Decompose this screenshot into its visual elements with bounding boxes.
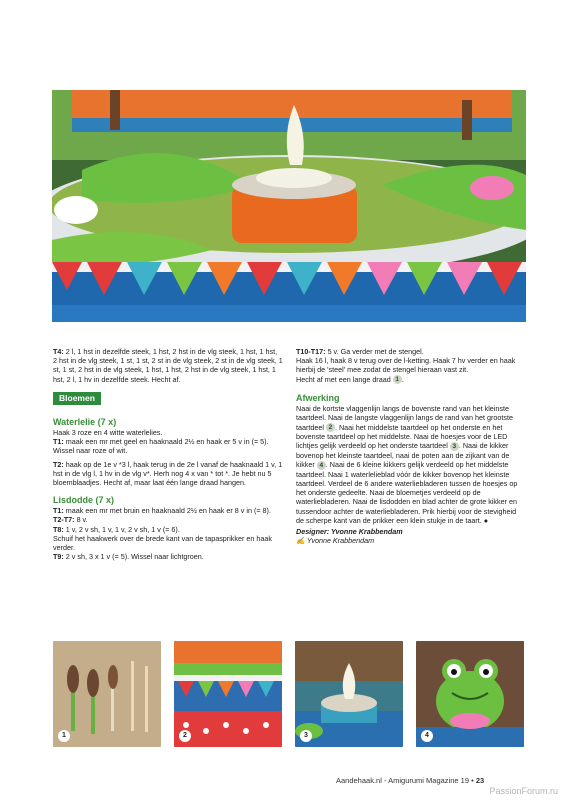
t10-t17-instruction [296, 347, 518, 356]
afw-part1: Naai de kortste vlaggenlijn langs de bovenste rand van het kleinste taartdeel. Naai de langste vlaggenlijn langs de rand van het grootste taartdeel [296, 404, 513, 432]
ld-t1-label: T1: [53, 506, 64, 516]
page-number: 23 [475, 776, 485, 785]
page-footer [336, 776, 484, 785]
wl-t1-text: maak een mr met geel en haaknaald 2½ en haak er 5 v in (= 5). Wissel naar roze of wit. [53, 437, 269, 456]
ld-t9-label: T9: [53, 552, 64, 562]
thumbnail-number: 2 [179, 730, 191, 742]
waterlelie-intro: Haak 3 roze en 4 witte waterlelies. [53, 428, 163, 438]
lisdodde-t9 [53, 552, 283, 561]
photo-ref-badge: 3 [450, 442, 459, 451]
lisdodde-t8 [53, 525, 283, 534]
t4-instruction [53, 347, 283, 384]
led-holder-photo [295, 641, 403, 747]
frog-photo [416, 641, 524, 747]
afw-part3: Naai de kikker bovenop het kleinste taartdeel, naai de poten aan de zijkant van de kikker [296, 441, 510, 470]
wl-t1-label: T1: [53, 437, 64, 447]
ld-t9-text: 2 v sh, 3 x 1 v (= 5). Wissel naar lichtgroen. [65, 552, 204, 562]
hero-photo [52, 90, 526, 322]
heading-afwerking: Afwerking [296, 393, 340, 404]
thumbnail-number: 3 [300, 730, 312, 742]
afw-part2: Naai het middelste taartdeel op het onderste en het bovenste taartdeel op het middelste. Naai de hoesjes voor de LED lichtjes gelijk verdeeld op het onderste taartdeel [296, 422, 508, 451]
right-column [296, 347, 518, 545]
wl-t2-label: T2: [53, 459, 64, 469]
thumbnail-3 [295, 641, 403, 747]
thumbnail-number: 4 [421, 730, 433, 742]
hecht-text: Hecht af met een lange draad [296, 374, 391, 384]
heading-waterlelie: Waterlelie (7 x) [53, 417, 117, 428]
left-column [53, 347, 283, 561]
heading-lisdodde: Lisdodde (7 x) [53, 495, 115, 506]
t4-label: T4: [53, 347, 64, 356]
photo-ref-badge: 1 [393, 375, 402, 384]
camera-icon: ✍ [296, 536, 305, 546]
thumbnail-2 [174, 641, 282, 747]
t10-label: T10-T17: [296, 347, 326, 356]
ld-t8-label: T8: [53, 524, 64, 534]
t4-text: 2 l, 1 hst in dezelfde steek, 1 hst, 2 hst in de vlg steek, 1 hst, 1 hst, 2 hst in de vlg steek, 1 st, 1 st, 2 st in de vlg steek, 2 st in de vlg steek, 1 st, 1 st, 2 hst in de vlg steek, 1 hst, 1 hst, 2 hst in de vlg steek, 1 hst, 1 hst, 2 l, 1 hv in dezelfde steek. Hecht af. [53, 347, 283, 384]
lisdodde-t1 [53, 506, 283, 515]
stengel-text: Haak 16 l, haak 8 v terug over de l-ketting. Haak 7 hv verder en haak hierbij de 'steel' mee zodat de stengel hieraan vast zit. [296, 356, 516, 375]
lisdodde-t2-t7 [53, 515, 283, 524]
waterlelie-t1 [53, 437, 283, 455]
ld-t2-label: T2-T7: [53, 515, 75, 525]
section-title-bloemen: Bloemen [53, 392, 101, 405]
bunting-photo [174, 641, 282, 747]
photo-credit: Yvonne Krabbendam [306, 536, 375, 546]
t10-text: 5 v. Ga verder met de stengel. [327, 347, 424, 356]
thumbnail-4 [416, 641, 524, 747]
watermark: PassionForum.ru [489, 786, 558, 796]
ld-t1-text: maak een mr met bruin en haaknaald 2½ en haak er 8 v in (= 8). [65, 506, 271, 516]
afwerking-text: Naai de kortste vlaggenlijn langs de bovenste rand van het kleinste taartdeel. Naai de langste vlaggenlijn langs de rand van het grootste taartdeel 2 . Naai het middelste taartdeel op het onderste en het bovenste taartdeel op het middelste. Naai de hoesjes voor de LED lichtjes gelijk verdeeld op het onderste taartdeel 3 . Naai de kikker bovenop het kleinste taartdeel, naai de poten aan de zijkant van de kikker 4 . Naai de 6 kleine kikkers gelijk verdeeld op het middelste taartdeel. Naai 1 waterlelieblad vóór de kikker bovenop het kleinste taartdeel. Verdeel de 6 andere waterliebladeren tussen de hoesjes op het onderste gedeelte. Naai de bloemetjes verdeeld op de waterliebladeren. Naai de lisdodden en blad achter de grote kikker en tussendoor achter de waterliebladeren. Prik hierbij voor de stevigheid de scherpe kant van de prikker een klein stukje in de taart. ● [296, 404, 518, 525]
cattail-photo [53, 641, 161, 747]
designer-credit: Designer: Yvonne Krabbendam [296, 527, 403, 537]
lisdodde-schuif: Schuif het haakwerk over de brede kant van de tapasprikker en haak verder. [53, 533, 272, 553]
afw-part4: Naai de 6 kleine kikkers gelijk verdeeld op het middelste taartdeel. Naai 1 waterlelieblad vóór de kikker bovenop het kleinste taartdeel. Verdeel de 6 andere waterliebladeren tussen de hoesjes op het onderste gedeelte. Naai de bloemetjes verdeeld op de waterliebladeren. Naai de lisdodden en blad achter de grote kikker en tussendoor achter de waterliebladeren. Prik hierbij voor de stevigheid de scherpe kant van de prikker een klein stukje in de taart. [296, 460, 518, 525]
ld-t8-text: 1 v, 2 v sh, 1 v, 1 v, 2 v sh, 1 v (= 6). [65, 524, 180, 534]
hecht-line: Hecht af met een lange draad 1 . [296, 374, 404, 384]
thumbnail-1 [53, 641, 161, 747]
footer-bullet: • [471, 776, 476, 785]
wl-t2-text: haak op de 1e v *3 l, haak terug in de 2e l vanaf de haaknaald 1 v, 1 hst in de vlg l, 1 hv in de vlg v*. Herh nog 4 x van * tot *. Je hebt nu 5 bloemblaadjes. Hecht af, maar laat één lange draad hangen. [53, 459, 283, 488]
photo-ref-badge: 4 [317, 461, 326, 470]
photo-ref-badge: 2 [326, 423, 335, 432]
footer-text: Aandehaak.nl - Amigurumi Magazine 19 [336, 776, 469, 785]
thumbnail-number: 1 [58, 730, 70, 742]
end-bullet: ● [483, 515, 489, 525]
ld-t2-text: 8 v. [76, 515, 88, 525]
photo-credit-line [296, 536, 518, 545]
crochet-cake-illustration [52, 90, 526, 322]
waterlelie-t2 [53, 460, 283, 488]
